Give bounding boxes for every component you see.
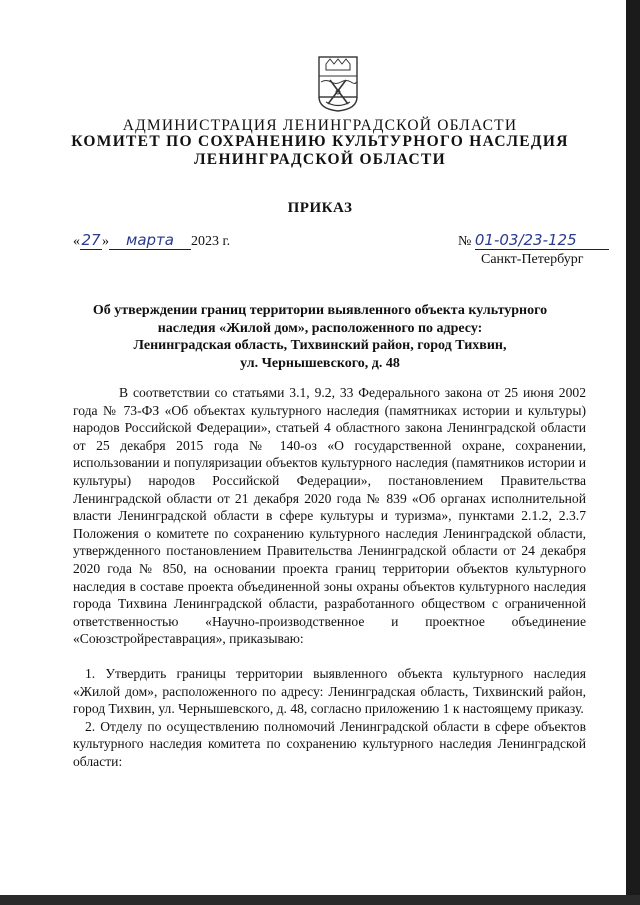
order-body bbox=[73, 384, 586, 770]
administration-title: АДМИНИСТРАЦИЯ ЛЕНИНГРАДСКОЙ ОБЛАСТИ bbox=[122, 117, 518, 134]
preamble-paragraph: В соответствии со статьями 3.1, 9.2, 33 Федерального закона от 25 июня 2002 года № 73-ФЗ «Об объектах культурного наследия (памятниках истории и культуры) народов Российской Федерации», статьей 4 областного закона Ленинградской области от 25 декабря 2015 года № 140-оз «О государственной охране, сохранении, использовании и популяризации объектов культурного наследия (памятников истории и культуры) народов Российской Федерации», постановлением Правительства Ленинградской области от 21 декабря 2020 года № 839 «Об органах исполнительной власти Ленинградской области в сфере культуры и туризма», пунктами 2.1.2, 2.3.7 Положения о комитете по сохранению культурного наследия Ленинградской области, утвержденного постановлением Правительства Ленинградской области от 24 декабря 2020 года № 850, на основании проекта границ территории объектов культурного наследия в составе проекта объединенной зоны охраны объектов культурного наследия города Тихвина Ленинградской области, разработанного обществом с ограниченной ответственностью «Научно-производственное и проектное объединение «Союзстройреставрация», приказываю: bbox=[73, 385, 586, 647]
coat-of-arms-emblem bbox=[318, 56, 358, 112]
title-line: наследия «Жилой дом», расположенного по адресу: bbox=[157, 320, 483, 336]
committee-region: ЛЕНИНГРАДСКОЙ ОБЛАСТИ bbox=[193, 151, 447, 168]
scan-bottom-shadow bbox=[0, 895, 640, 905]
close-quote: » bbox=[102, 234, 109, 249]
title-line: Ленинградская область, Тихвинский район, город Тихвин, bbox=[133, 338, 507, 353]
scan-edge-shadow bbox=[626, 0, 640, 905]
order-date bbox=[73, 231, 230, 250]
committee-title: КОМИТЕТ ПО СОХРАНЕНИЮ КУЛЬТУРНОГО НАСЛЕДИЯ bbox=[71, 133, 569, 150]
order-number bbox=[458, 231, 609, 250]
number-value: 01-03/23-125 bbox=[475, 231, 609, 250]
title-line: Об утверждении границ территории выявленного объекта культурного bbox=[92, 303, 548, 318]
order-item-1: 1. Утвердить границы территории выявленного объекта культурного наследия «Жилой дом», расположенного по адресу: Ленинградская область, Тихвинский район, город Тихвин, ул. Чернышевского, д. 48, согласно приложению 1 к настоящему приказу. bbox=[73, 665, 586, 717]
document-type: ПРИКАЗ bbox=[287, 200, 353, 216]
order-title bbox=[60, 302, 580, 372]
title-line: ул. Чернышевского, д. 48 bbox=[240, 355, 400, 371]
order-item-2: 2. Отделу по осуществлению полномочий Ленинградской области в сфере объектов культурного наследия комитета по сохранению культурного наследия Ленинградской области: bbox=[73, 718, 586, 769]
open-quote: « bbox=[73, 234, 80, 249]
date-year: 2023 г. bbox=[191, 234, 231, 249]
date-day: 27 bbox=[81, 231, 101, 249]
date-month: марта bbox=[109, 231, 191, 250]
number-prefix: № bbox=[458, 234, 472, 249]
city: Санкт-Петербург bbox=[481, 252, 584, 267]
